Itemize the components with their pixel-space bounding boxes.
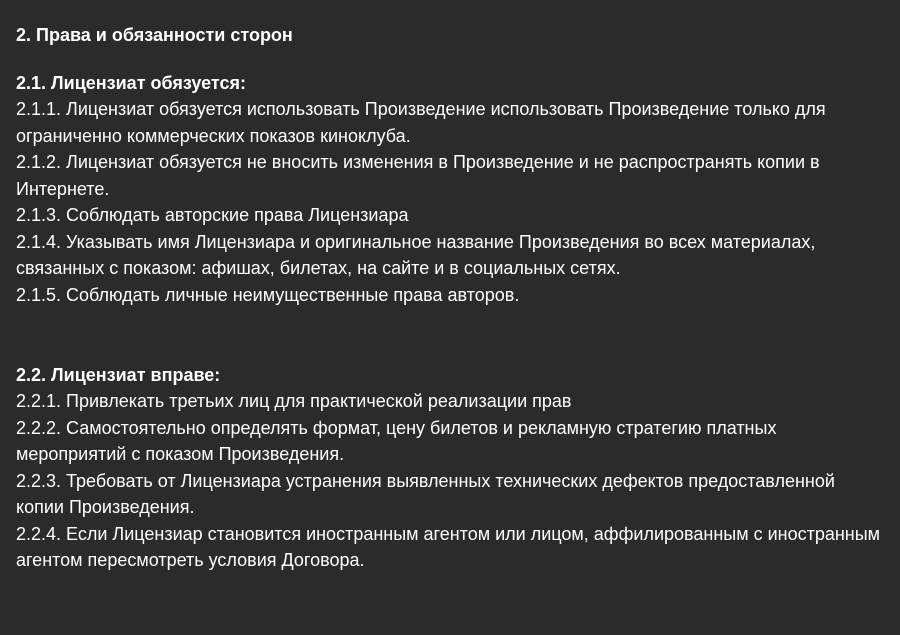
clause-2-2-4: 2.2.4. Если Лицензиар становится иностранным агентом или лицом, аффилированным с иностранным агентом пересмотреть условия Договора. [16,523,881,570]
section-licensee-rights [16,362,884,574]
clause-2-1-1: 2.1.1. Лицензиат обязуется использовать Произведение использовать Произведение только для ограниченно коммерческих показов киноклуба. [16,99,826,146]
clause-2-2-1: 2.2.1. Привлекать третьих лиц для практической реализации прав [16,391,572,411]
section-licensee-obligations [16,70,884,308]
subsection-title: 2.1. Лицензиат обязуется: [16,73,247,93]
subsection-title: 2.2. Лицензиат вправе: [16,365,221,385]
clause-2-1-2: 2.1.2. Лицензиат обязуется не вносить изменения в Произведение и не распространять копии в Интернете. [16,152,820,199]
clause-2-1-5: 2.1.5. Соблюдать личные неимущественные права авторов. [16,284,520,305]
section-heading: 2. Права и обязанности сторон [16,25,293,45]
clause-2-1-4: 2.1.4. Указывать имя Лицензиара и оригинальное название Произведения во всех материалах, связанных с показом: афишах, билетах, на сайте и в социальных сетях. [16,231,816,278]
clause-2-2-3: 2.2.3. Требовать от Лицензиара устранения выявленных технических дефектов предоставленной копии Произведения. [16,470,835,517]
clause-2-1-3: 2.1.3. Соблюдать авторские права Лицензиара [16,205,409,225]
clause-2-2-2: 2.2.2. Самостоятельно определять формат, цену билетов и рекламную стратегию платных мероприятий с показом Произведения. [16,417,777,464]
